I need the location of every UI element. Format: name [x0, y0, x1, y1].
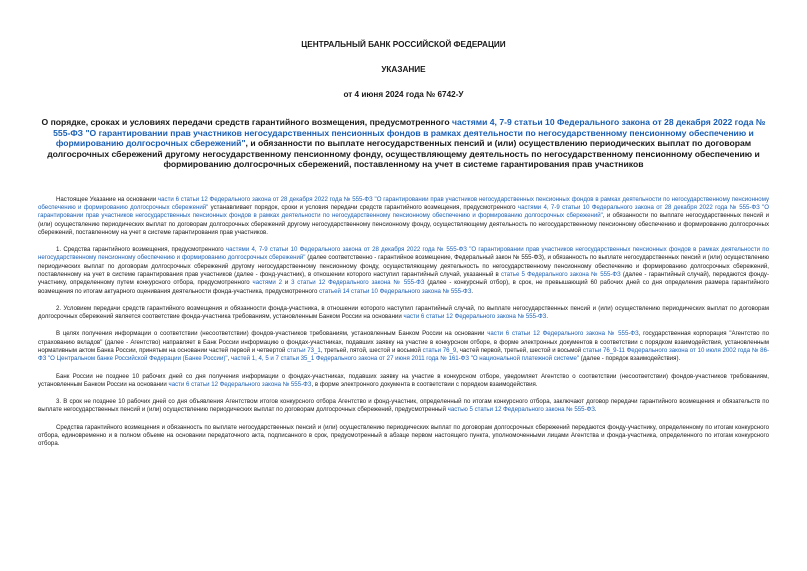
paragraph-1 [38, 246, 769, 296]
law-link[interactable]: части 6 статьи 12 Федерального закона от 28 декабря 2022 года № 555-ФЗ "О гарантировании прав участников негосударственных пенсионных фондов в рамках деятельности по негосударственному пенсионному обеспечению и формированию долгосрочных сбережений" [38, 195, 769, 212]
text: , третьей, пятой, шестой и восьмой [320, 347, 423, 354]
law-link[interactable]: статьи 73_1 [287, 347, 321, 354]
text: 1. Средства гарантийного возмещения, предусмотренного [56, 246, 226, 254]
law-link[interactable]: статьей 14 статьи 10 Федерального закона № 555-ФЗ [319, 287, 472, 295]
law-link[interactable]: части 6 статьи 12 Федерального закона № 555-ФЗ [168, 380, 312, 388]
text: , частей первой, третьей, шестой и восьмой [456, 347, 583, 354]
intro-paragraph [38, 196, 769, 237]
text: . [471, 287, 474, 295]
document-type: УКАЗАНИЕ [381, 64, 426, 74]
law-link[interactable]: частями 4, 7-9 статьи 10 Федерального закона от 28 декабря 2022 года № 555-ФЗ "О гарантировании прав участников негосударственных пенсионных фондов в рамках деятельности по негосударственному пенсионному обеспечению и формированию долгосрочных сбережений" [38, 246, 769, 262]
title-text: О порядке, сроках и условиях передачи средств гарантийного возмещения, предусмотренного [41, 116, 452, 127]
text: (далее - гарантийный случай), передаются фонду-участнику, определенному путем конкурсного отбора, предусмотренного [38, 271, 770, 287]
title-law-link[interactable]: частями 4, 7-9 статьи 10 Федерального закона от 28 декабря 2022 года № 555-ФЗ "О гарантировании прав участников негосударственных пенсионных фондов в рамках деятельности по негосударственному пенсионному обеспечению и формированию долгосрочных сбережений" [53, 116, 766, 149]
text: 3. В срок не позднее 10 рабочих дней со дня объявления Агентством итогов конкурсного отбора Агентство и фонд-участник, определенный по итогам конкурсного отбора, заключают договор передачи гарантийного возмещения и обязательств по выплате негосударственных пенсий и (или) осуществлению периодических выплат по договорам долгосрочных сбережений, предусмотренный [38, 398, 769, 414]
text: Банк России не позднее 10 рабочих дней со дня получения информации о фондах-участниках, подавших заявку на участие в конкурсном отборе, уведомляет Агентство о соответствии (несоответствии) фондов-участников требованиям, установленным Банком России на основании [38, 372, 769, 388]
text: Средства гарантийного возмещения и обязанность по выплате негосударственных пенсий и (или) осуществлению периодических выплат по договорам долгосрочных сбережений передаются фонду-участнику, определенному по итогам конкурсного отбора, единовременно и в полном объеме на основании передаточного акта, подписанного в срок, предусмотренный в абзаце первом настоящего пункта, уполномоченными лицами Агентства и фонда-участника, определенного по итогам конкурсного отбора. [38, 423, 769, 448]
title-text: , и обязанности по выплате негосударственных пенсий и (или) осуществлению периодических выплат по договорам долгосрочных сбережений другому негосударственному пенсионному фонду, осуществляющему деятельность по негосударственному пенсионному обеспечению и формированию долгосрочных сбережений, поставленному на учет в системе гарантирования прав участников [47, 138, 760, 170]
text: (далее - конкурсный отбор), в срок, не превышающий 60 рабочих дней со дня определения размера гарантийного возмещения по итогам актуарного оценивания деятельности фонда-участника, предусмотренного [38, 279, 770, 295]
text: Настоящее Указание на основании [56, 195, 158, 203]
law-link[interactable]: статьи 76_9 [422, 347, 457, 354]
issuer-name: ЦЕНТРАЛЬНЫЙ БАНК РОССИЙСКОЙ ФЕДЕРАЦИИ [301, 40, 506, 49]
paragraph-2-info [38, 330, 769, 363]
law-link[interactable]: частями 2 [252, 279, 283, 287]
text: В целях получения информации о соответствии (несоответствии) фондов-участников требованиям, установленным Банком России на основании [56, 330, 488, 338]
text: , [227, 355, 231, 363]
paragraph-3-transfer [38, 424, 769, 449]
text: 2. Условием передачи средств гарантийного возмещения и обязанности фонда-участника, в отношении которого наступил гарантийный случай, по выплате негосударственных пенсий и (или) осуществлению периодических выплат по договорам долгосрочных сбережений является соответствие фонда-участника требованиям, установленным Банком России на основании [38, 304, 769, 321]
text: . [594, 406, 597, 414]
text: (далее соответственно - гарантийное возмещение, Федеральный закон № 555-ФЗ), и обязанность по выплате негосударственных пенсий и (или) осуществлению периодических выплат по договорам долгосрочных сбережений другому негосударственному пенсионному фонду, осуществляющему деятельность по негосударственному пенсионному обеспечению и формированию долгосрочных сбережений, поставленному на учет в системе гарантирования прав участников (далее - фонд-участник), в отношении которого наступил гарантийный случай, указанный в [38, 254, 769, 279]
document-title [36, 117, 771, 170]
document-body [36, 196, 771, 449]
law-link[interactable]: частей 1, 4, 5 и 7 статьи 35_1 Федерального закона от 27 июня 2011 года № 161-ФЗ "О национальной платежной системе" [230, 355, 580, 363]
paragraph-3 [38, 398, 769, 415]
text: и [282, 279, 292, 287]
text: , в форме электронного документа в соответствии с порядком взаимодействия. [311, 380, 538, 388]
law-link[interactable]: статьи 76_9-11 Федерального закона от 10 июля 2002 года № 86-ФЗ "О Центральном банке Российской Федерации (Банке России)" [38, 347, 769, 363]
law-link[interactable]: 3 статьи 12 Федерального закона № 555-ФЗ [291, 279, 425, 287]
paragraph-2-notice [38, 373, 769, 390]
text: (далее - порядок взаимодействия). [579, 355, 681, 363]
law-link[interactable]: части 6 статьи 12 Федерального закона № 555-ФЗ [487, 330, 639, 338]
law-link[interactable]: части 6 статьи 12 Федерального закона № 555-ФЗ [403, 313, 547, 321]
text: , государственная корпорация "Агентство по страхованию вкладов" (далее - Агентство) направляет в Банк России информацию о фондах-участниках, подавших заявку на участие в конкурсном отборе, в форме электронных документов в соответствии с порядком взаимодействия, установленным нормативным актом Банка России, принятым на основании частей первой и четвертой [38, 330, 769, 354]
law-link[interactable]: частью 5 статьи 12 Федерального закона № 555-ФЗ [447, 406, 595, 414]
law-link[interactable]: статье 5 Федерального закона № 555-ФЗ [500, 271, 621, 279]
text: , и обязанности по выплате негосударственных пенсий и (или) осуществлению периодических выплат по договорам долгосрочных сбережений другому негосударственному пенсионному фонду, осуществляющему деятельность по негосударственному пенсионному обеспечению и формированию долгосрочных сбережений, поставленному на учет в системе гарантирования прав участников. [38, 212, 769, 236]
text: . [546, 313, 549, 321]
paragraph-2 [38, 305, 769, 322]
document-date: от 4 июня 2024 года № 6742-У [343, 90, 464, 100]
text: устанавливает порядок, сроки и условия передачи средств гарантийного возмещения, предусмотренного [208, 204, 518, 212]
law-link[interactable]: частями 4, 7-9 статьи 10 Федерального закона от 28 декабря 2022 года № 555-ФЗ "О гарантировании прав участников негосударственных пенсионных фондов в рамках деятельности по негосударственному пенсионному обеспечению и формированию долгосрочных сбережений" [38, 204, 769, 220]
